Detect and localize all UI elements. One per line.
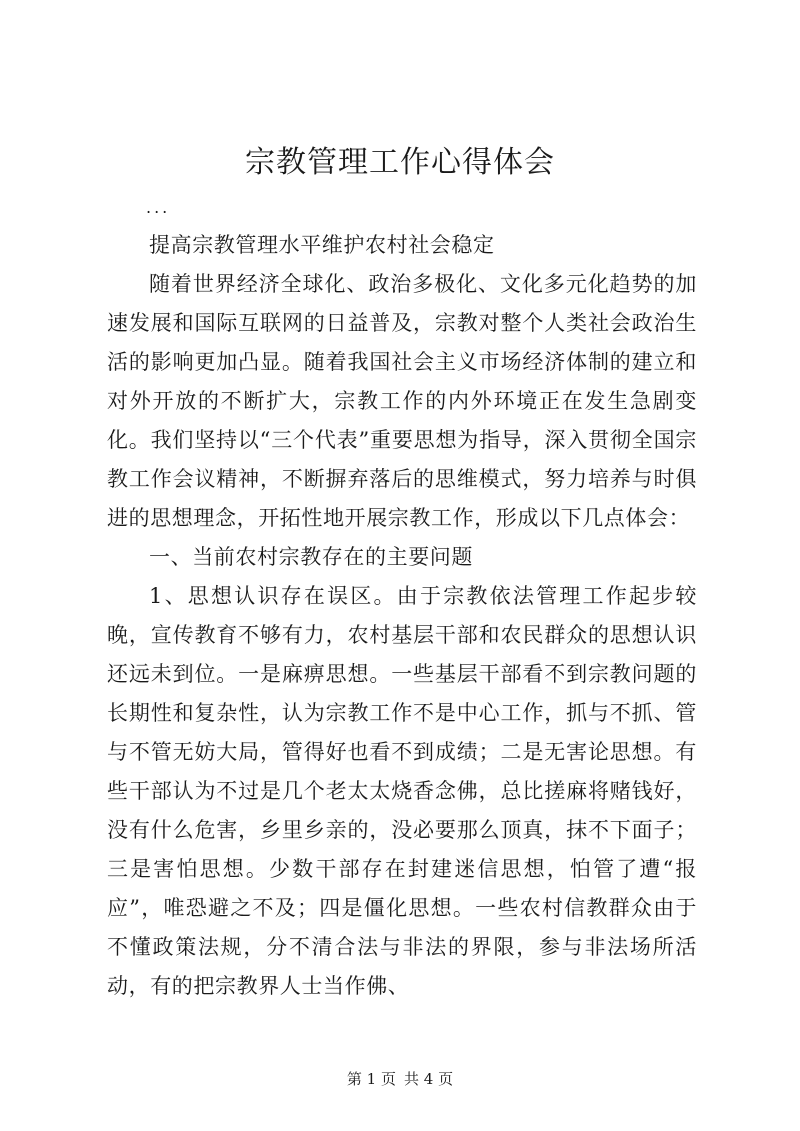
document-body — [107, 226, 697, 1006]
body-paragraph: 1、思想认识存在误区。由于宗教依法管理工作起步较晚，宣传教育不够有力，农村基层干部和农民群众的思想认识还远未到位。一是麻痹思想。一些基层干部看不到宗教问题的长期性和复杂性，认为宗教工作不是中心工作，抓与不抓、管与不管无妨大局，管得好也看不到成绩；二是无害论思想。有些干部认为不过是几个老太太烧香念佛，总比搓麻将赌钱好，没有什么危害，乡里乡亲的，没必要那么顶真，抹不下面子；三是害怕思想。少数干部存在封建迷信思想，怕管了遭“报应”，唯恐避之不及；四是僵化思想。一些农村信教群众由于不懂政策法规，分不清合法与非法的界限，参与非法场所活动，有的把宗教界人士当作佛、 — [107, 584, 697, 998]
subtitle-paragraph: 提高宗教管理水平维护农村社会稳定 — [149, 233, 495, 257]
document-title: 宗教管理工作心得体会 — [245, 145, 555, 180]
page-footer — [0, 1068, 800, 1090]
section-heading: 一、当前农村宗教存在的主要问题 — [149, 545, 473, 569]
intro-paragraph: 随着世界经济全球化、政治多极化、文化多元化趋势的加速发展和国际互联网的日益普及，宗教对整个人类社会政治生活的影响更加凸显。随着我国社会主义市场经济体制的建立和对外开放的不断扩大，宗教工作的内外环境正在发生急剧变化。我们坚持以“三个代表”重要思想为指导，深入贯彻全国宗教工作会议精神，不断摒弃落后的思维模式，努力培养与时俱进的思想理念，开拓性地开展宗教工作，形成以下几点体会： — [107, 272, 697, 530]
page-total: 共 4 页 — [404, 1070, 454, 1088]
page-number: 第 1 页 — [346, 1070, 396, 1088]
ellipsis-marker: ... — [146, 198, 171, 217]
